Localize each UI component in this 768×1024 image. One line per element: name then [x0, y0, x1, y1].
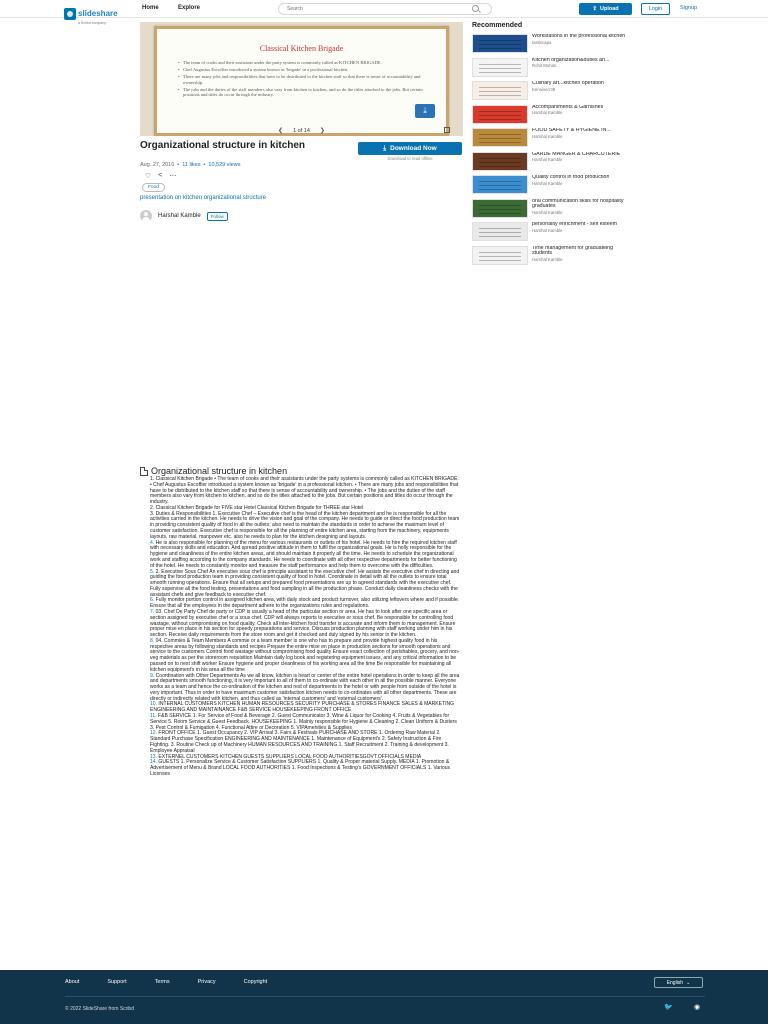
- recommended-title[interactable]: personality enrichment - self esteem: [532, 222, 618, 227]
- recommended-thumbnail[interactable]: [472, 105, 528, 124]
- slide-bullet: • There are many jobs and responsibilities that have to be distributed to the kitchen staff so that there is sense of accountability and ownership.: [178, 74, 428, 84]
- slide-number-link[interactable]: 9.: [150, 672, 155, 679]
- doc-description: presentation on kitchen organizational structure: [140, 195, 267, 201]
- transcript-text: 03. Chef De Party Chef de party or CDP is usually a head of the particular section or area. He has to look after one specific area or section assigned by executive chef or a sous chef. CDP will always reports to executive or sous chef. Be responsible for controlling food wastage, without compromising on food quality. Check all inter-kitchen food transfer is accurate and inform them to management. Ensure proper mise en place in his section for speedy preparations and service. Discuss production planning with staff working under him in his section. Receive daily requirements from the store room and get it checked and duly signed by his senior in the kitchen.: [150, 608, 456, 639]
- recommended-title[interactable]: Quality control in food production: [532, 175, 610, 180]
- slide-number-link[interactable]: 7.: [150, 608, 155, 615]
- recommended-thumbnail[interactable]: [472, 222, 528, 241]
- meta-separator: •: [203, 162, 206, 168]
- transcript-body: [150, 477, 460, 778]
- transcript-text: He is also responsible for planning of the menu for various restaurants or outlets of his hotel. He needs to hire the required kitchen staff with necessary skills and education. And spread positive attitude in them to fulfil the organizational goals. He is holly responsible for the hygiene and cleanliness of the entire kitchen areas, and should maintain it properly all the time. He needs to schedule the organizational work and staffing according to the company standards. He needs to coordinate with all other respective departments for better functioning of the hotel. He needs to constantly monitor and measure the staff performance and help them to overcome with the difficulties.: [150, 539, 457, 569]
- list-item[interactable]: [472, 152, 627, 176]
- upload-label: Upload: [599, 6, 619, 12]
- login-button[interactable]: Login: [641, 3, 670, 15]
- recommended-text: [532, 199, 627, 223]
- share-icon[interactable]: <: [158, 172, 163, 179]
- transcript-text: GUESTS 1. Personalize Service & Customer Satisfaction SUPPLIERS 1. Quality & Proper material Supply. MEDIA 1. Promotion & Advertisement of Menu & Brand LOCAL FOOD AUTHORITIES 1. Food Inspections & Testing's GOVERNMENT OFFICIALS 1. Various Licenses: [150, 759, 451, 777]
- page-indicator: 1 of 14: [293, 127, 310, 134]
- transcript-text: 2. Executive Sous Chef An executive sous chef is principle assistant to the executive chef. He assists the executive chef in directing and guiding the food production team in providing consistent quality of food in hotel. Coordinate in detail with all the outlets to ensure total smooth running operations. Ensure that all setups and prepared food presentations are up to agreed standards with the executive chef. Fully supervise all the food testing, presentations and food sampling in all the production phase. Conduct daily cleanliness checks with the assistant chefs and give feedback to executive chef.: [150, 568, 460, 598]
- transcript-text: 3. Duties & Responsibilities 1. Executive Chef – Executive chef is the head of the kitchen department and he is responsible for all the activities carried in the kitchen. He needs to drive the vision and goal of the company. He needs to guide or direct the food production team in providing consistent quality of food in all the outlets; also need to maintain the standards in order to achieve the maximum level of customer satisfaction. Executive chef is responsible for all the planning of entire kitchen area, starting from the machinery, equipments layouts, raw material, manpower etc. also he needs to plan for the kitchen designing and layouts.: [150, 510, 460, 540]
- list-item[interactable]: [472, 81, 627, 105]
- transcript-text: FRONT OFFICE 1. Guest Occupancy 2. VIP Arrival 3. Fairs & Festivals PURCHASE AND STORE 1. Ordering Raw Material 2. Standard Purchase Specification ENGINEERING AND MAINTENANCE 1. Maintenance of Equipment's 2. Safety Instruction & Fire Fighting. 3. Routine Check up of Machinery HUMAN RESOURCES AND TRAINING 1. Staff Recruitment 2. Training & development 3. Employee Appraisal: [150, 730, 449, 754]
- recommended-text: [532, 246, 627, 270]
- recommended-author: Harshal Kamble: [532, 209, 563, 215]
- list-item[interactable]: [472, 246, 627, 270]
- recommended-author: Rohit Mohan: [532, 63, 557, 68]
- nav-explore-link[interactable]: Explore: [178, 5, 201, 11]
- transcript-text: F&B SERVICE 1. For Service of Food & Beverage 2. Guest Communicator 3. Wine & Liquor for Cooking 4. Fruits & Vegetables for Service 5. Room Service & Guest Feedback. HOUSEKEEPING 1. Mainly responsible for Hygiene & Cleaning 2. Clean Uniform & Dusters 3. Pest Control & Fumigation 4. Functional Attire or Decoration 5. VIPAmenities & Supplies: [150, 713, 457, 731]
- transcript-paragraph: [150, 731, 460, 754]
- transcript-title: Organizational structure in kitchen: [151, 466, 288, 476]
- recommended-author: Harshal Kamble: [532, 133, 563, 139]
- slide-viewer[interactable]: [140, 22, 463, 136]
- transcript-text: Fully monitor portion control in assigned kitchen area, with daily stock and product turnover, also utilizing leftovers where and if possible. Ensure that all the employees in the department adhere to the organizations rules and regulations.: [150, 597, 460, 610]
- language-value: English: [666, 979, 684, 986]
- author-row: [140, 210, 228, 222]
- action-bar: [145, 172, 176, 180]
- slide-page: [154, 26, 449, 136]
- slide-number-link[interactable]: 6.: [150, 597, 155, 604]
- recommended-thumbnail[interactable]: [472, 175, 528, 194]
- transcript-paragraph: [150, 639, 460, 674]
- footer-link-about[interactable]: About: [65, 979, 80, 985]
- logo-text: slideshare: [78, 9, 118, 18]
- recommended-thumbnail[interactable]: [472, 128, 528, 147]
- views-count: 10,529 views: [208, 162, 241, 168]
- recommended-author: Harshal Kamble: [532, 180, 563, 186]
- search-input[interactable]: [278, 3, 492, 15]
- slide-bullet: • Chef Augustus Escoffier introduced a system known as 'brigade' in a professional kitchen.: [178, 67, 428, 72]
- category-tag[interactable]: Food: [142, 183, 165, 192]
- list-item[interactable]: [472, 175, 627, 199]
- slide-number-link[interactable]: 5.: [150, 568, 155, 575]
- recommended-thumbnail[interactable]: [472, 246, 528, 265]
- page-title: Organizational structure in kitchen: [140, 140, 306, 151]
- list-item[interactable]: [472, 199, 627, 223]
- follow-button[interactable]: Follow: [207, 212, 228, 221]
- transcript-text: Coordination with Other Departments As we all know, kitchen is heart or center of the entire hotel operations in order to keep all the area and departments smooth functioning, it is very important to all of them to co-ordinate with each other in all the possible manner. Everyone works as a team and hence the co-ordination of the kitchen and rest of departments in the hotel or with people from outside of the hotel is very important. Thus in order to have maximum customer satisfaction kitchen needs to co-ordinates with all other departments. These are directly or indirectly related with kitchen, and thus called as 'internal customers' and 'external customers'.: [150, 672, 460, 702]
- download-note: Download to read offline: [387, 156, 433, 161]
- slide-bullet-list: [178, 60, 428, 99]
- transcript-paragraph: [150, 477, 460, 506]
- transcript-text: 1. Classical Kitchen Brigade • The team of cooks and their assistants under the party systems is commonly called as KITCHEN BRIGADE. • Chef Augustus Escoffier introduced a system known as 'brigade' in a professional kitchen. • There are many jobs and responsibilities that have to be distributed to the kitchen staff so that there is sense of accountability and ownership. • The jobs and the duties of the staff members also vary from kitchen to kitchen, and so do the titles attached to the jobs. But certain positions and titles do occur through the industry.: [150, 476, 459, 506]
- list-item[interactable]: [472, 128, 627, 152]
- slide-number-link[interactable]: 14.: [150, 759, 158, 766]
- footer-link-privacy[interactable]: Privacy: [197, 979, 216, 985]
- footer-divider: [65, 996, 705, 997]
- slide-number-link[interactable]: 13.: [150, 753, 158, 760]
- slide-number-link[interactable]: 11.: [150, 713, 157, 720]
- recommended-text: [532, 81, 604, 105]
- logo-subtext: a Scribd company: [78, 21, 107, 25]
- slide-download-icon[interactable]: ⤓: [415, 104, 435, 118]
- recommended-author: Harshal Kamble: [532, 227, 563, 233]
- recommended-title[interactable]: oral communication skills for hospitality graduates: [532, 198, 624, 209]
- fullscreen-icon[interactable]: [444, 127, 450, 133]
- list-item[interactable]: [472, 34, 627, 58]
- transcript-paragraph: [150, 512, 460, 541]
- recommended-author: Harshal Kamble: [532, 110, 563, 115]
- transcript-paragraph: [150, 610, 460, 639]
- copyright-text: © 2022 SlideShare from Scribd: [65, 1006, 134, 1012]
- nav-home-link[interactable]: Home: [142, 5, 159, 11]
- meta-separator: •: [177, 162, 180, 168]
- slide-bullet: • The team of cooks and their assistants under the party system is commonly called as KITCHEN BRIGADE.: [178, 60, 428, 65]
- transcript-paragraph: [150, 714, 460, 731]
- slide-bullet: • The jobs and the duties of the staff members also vary from kitchen to kitchen, and so do the titles attached to the jobs. But certain positions and titles do occur through the industry.: [178, 87, 428, 97]
- download-label: Download Now: [390, 145, 437, 152]
- recommended-thumbnail[interactable]: [472, 34, 528, 53]
- recommended-title[interactable]: Kitchen organization&duties an...: [532, 57, 610, 63]
- recommended-author: Harshal Kamble: [532, 256, 563, 262]
- recommended-author: tastiscapa: [532, 39, 552, 45]
- author-name[interactable]: Harshal Kamble: [158, 213, 201, 219]
- list-item[interactable]: [472, 222, 627, 246]
- recommended-title[interactable]: FOOD SAFETY & HYGIENE IN...: [532, 128, 611, 133]
- recommended-text: [532, 58, 609, 82]
- slide-number-link[interactable]: 12.: [150, 730, 158, 737]
- footer-link-support[interactable]: Support: [107, 979, 127, 985]
- chevron-down-icon: ⌄: [686, 979, 691, 986]
- search-icon[interactable]: [472, 5, 479, 12]
- recommended-heading: Recommended: [472, 22, 523, 29]
- transcript-paragraph: [150, 570, 460, 599]
- next-slide-icon[interactable]: ❯: [319, 128, 325, 134]
- rss-icon[interactable]: ◉: [694, 1004, 701, 1011]
- signup-link[interactable]: Signup: [680, 5, 698, 11]
- transcript-text: EXTERNEL CUSTOMERS KITCHEN GUESTS SUPPLIERS LOCAL FOOD AUTHORITIESGOVT.OFFICIALS MEDIA: [157, 753, 422, 760]
- recommended-title[interactable]: Workstations in the professional kitchen: [532, 34, 626, 39]
- recommended-text: [532, 128, 611, 152]
- like-heart-icon[interactable]: ♡: [145, 173, 152, 180]
- twitter-icon[interactable]: 🐦: [664, 1004, 673, 1011]
- likes-count[interactable]: 11 likes: [182, 162, 201, 168]
- recommended-text: [532, 222, 617, 246]
- footer-link-copyright[interactable]: Copyright: [243, 979, 268, 985]
- prev-slide-icon[interactable]: ❮: [278, 128, 284, 134]
- recommended-text: [532, 105, 603, 129]
- download-now-button[interactable]: [358, 142, 462, 155]
- recommended-thumbnail[interactable]: [472, 81, 528, 100]
- recommended-title[interactable]: Culinary art...kitchen operation: [532, 81, 604, 86]
- recommended-author: Harshal Kamble: [532, 157, 563, 162]
- slide-title: Classical Kitchen Brigade: [259, 44, 344, 53]
- doc-meta: [140, 162, 241, 168]
- footer-links: [65, 979, 295, 985]
- transcript-text: 04. Commies & Team Members A commie or a team member is one who has to prepare and provide highest quality food in his respective areas by following standards and recipes Prepare the entire mise en place in production sections for smooth operations and service to the customers Control food wastage without compromising food quality Ensure exact collection of perishables, grocery, and non-veg materials as per the storeroom requisition Maintain daily log book and registering equipment issues, and any critical information to be passed on to next shift worker Ensure hygiene and proper cleanliness of his working area all the time Be responsible for maintaining all kitchen equipment's in his area all the time: [150, 637, 460, 673]
- language-select[interactable]: [654, 977, 703, 988]
- recommended-thumbnail[interactable]: [472, 199, 528, 218]
- recommended-text: [532, 152, 620, 176]
- transcript-paragraph: [150, 760, 460, 777]
- recommended-text: [532, 175, 609, 199]
- recommended-thumbnail[interactable]: [472, 152, 528, 171]
- transcript-header: [140, 466, 287, 476]
- top-nav: [0, 0, 768, 25]
- recommended-text: [532, 34, 625, 58]
- upload-button[interactable]: [579, 3, 632, 15]
- more-options-icon[interactable]: ⋯: [169, 173, 177, 180]
- recommended-list: [472, 34, 627, 269]
- slide-number-link[interactable]: 10.: [150, 701, 158, 708]
- transcript-paragraph: [150, 541, 460, 570]
- slide-pager: [140, 125, 463, 136]
- slide-number-link[interactable]: 8.: [150, 637, 155, 644]
- slideshare-logo-icon: [64, 8, 76, 20]
- transcript-text: INTERNAL CUSTOMERS KITCHEN HUMAN RESOURCES SECURITY PURCHASE & STORES FINANCE SALES & MARKETING ENGINEERING AND MAINTAINANCE F&B SERVICE HOUSEKEEPING FRONT OFFICE: [150, 701, 455, 714]
- slideshare-logo[interactable]: [64, 3, 118, 25]
- document-icon: [140, 467, 148, 476]
- list-item[interactable]: [472, 105, 627, 129]
- list-item[interactable]: [472, 58, 627, 82]
- footer: [0, 970, 768, 1024]
- transcript-text: 2. Classical Kitchen Brigade for FIVE star Hotel Classical Kitchen Brigade for THREE star Hotel: [150, 504, 364, 511]
- recommended-title[interactable]: Accompaniments & Garnishes: [532, 104, 604, 110]
- download-icon: ⤓: [383, 144, 387, 152]
- upload-date: Aug. 27, 2016: [140, 162, 175, 168]
- transcript-paragraph: [150, 674, 460, 703]
- recommended-title[interactable]: Time management for graduateing students: [532, 245, 614, 256]
- recommended-author: Kenniverr39: [532, 86, 556, 92]
- recommended-thumbnail[interactable]: [472, 58, 528, 77]
- footer-link-terms[interactable]: Terms: [154, 979, 170, 985]
- slide-number-link[interactable]: 4.: [150, 539, 155, 546]
- recommended-title[interactable]: GARDE MANGER & CHARCUTERIE: [532, 151, 621, 157]
- avatar[interactable]: [140, 210, 152, 222]
- upload-icon: ⇪: [592, 6, 597, 12]
